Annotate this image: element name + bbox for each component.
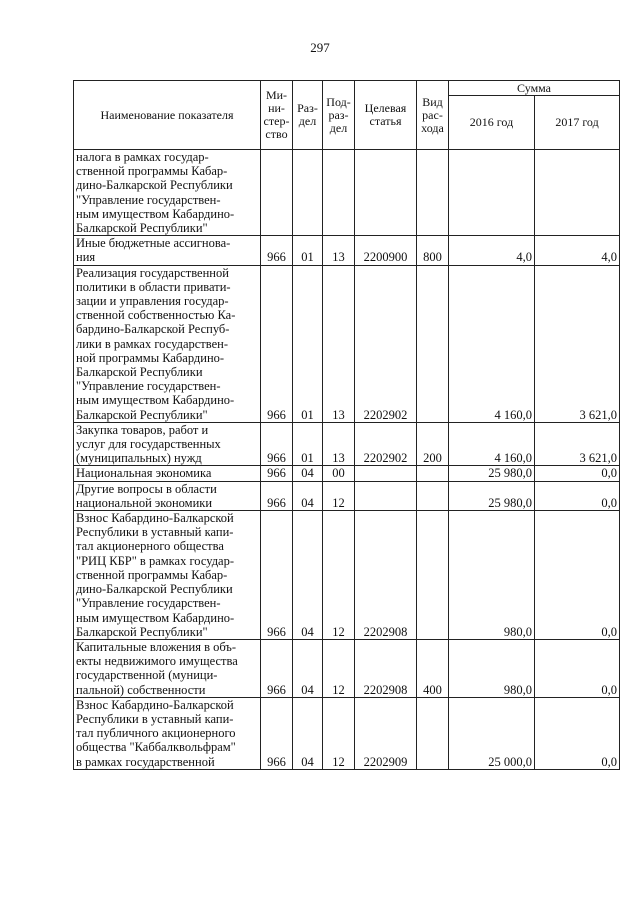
section-cell: 04	[293, 466, 323, 481]
indicator-name-cell	[74, 466, 261, 481]
sum-2017-cell: 0,0	[535, 511, 620, 640]
sum-2017-cell: 0,0	[535, 466, 620, 481]
sum-2016-cell: 25 980,0	[449, 466, 535, 481]
indicator-name-line: Капитальные вложения в объ-	[76, 639, 237, 654]
section-cell: 04	[293, 697, 323, 769]
indicator-name-line: Национальная экономика	[76, 466, 212, 481]
indicator-name-line: Взнос Кабардино-Балкарской	[76, 697, 234, 712]
table-body	[74, 150, 620, 770]
indicator-name-line: дино-Балкарской Республики	[76, 178, 233, 193]
header-subsection-line: Под-	[326, 94, 351, 109]
indicator-name-cell	[74, 236, 261, 265]
indicator-name-line: национальной экономики	[76, 495, 213, 510]
expense-cell: 200	[417, 422, 449, 466]
target-cell	[355, 481, 417, 510]
header-subsection	[323, 81, 355, 150]
indicator-name-line: пальной) собственности	[76, 682, 206, 697]
header-subsection-line: раз-	[328, 107, 349, 122]
expense-cell	[417, 511, 449, 640]
table-row	[74, 639, 620, 697]
header-name: Наименование показателя	[74, 81, 261, 150]
table-row	[74, 481, 620, 510]
indicator-name-line: Балкарской Республики	[76, 365, 203, 380]
indicator-name-line: Реализация государственной	[76, 265, 229, 280]
expense-cell	[417, 265, 449, 422]
sum-2016-cell: 4 160,0	[449, 265, 535, 422]
header-ministry	[261, 81, 293, 150]
target-cell: 2202908	[355, 639, 417, 697]
section-cell: 01	[293, 422, 323, 466]
indicator-name-line: ным имуществом Кабардино-	[76, 393, 235, 408]
sum-2017-cell: 0,0	[535, 697, 620, 769]
indicator-name-line: ственной собственностью Ка-	[76, 308, 236, 323]
expense-cell	[417, 697, 449, 769]
section-cell	[293, 150, 323, 236]
indicator-name-cell	[74, 150, 261, 236]
indicator-name-line: тал публичного акционерного	[76, 726, 236, 741]
indicator-name-line: Закупка товаров, работ и	[76, 422, 209, 437]
header-expense-line: хода	[421, 120, 444, 135]
target-cell: 2200900	[355, 236, 417, 265]
section-cell: 04	[293, 511, 323, 640]
section-cell: 04	[293, 639, 323, 697]
header-year-2017: 2017 год	[535, 96, 620, 150]
indicator-name-line: дино-Балкарской Республики	[76, 582, 233, 597]
indicator-name-line: ственной программы Кабар-	[76, 164, 228, 179]
table-row	[74, 511, 620, 640]
subsection-cell: 13	[323, 236, 355, 265]
subsection-cell: 12	[323, 481, 355, 510]
budget-table	[73, 80, 620, 770]
sum-2016-cell: 25 980,0	[449, 481, 535, 510]
table-row	[74, 265, 620, 422]
target-cell	[355, 150, 417, 236]
indicator-name-line: услуг для государственных	[76, 437, 221, 452]
ministry-cell: 966	[261, 422, 293, 466]
section-cell: 01	[293, 265, 323, 422]
header-section-line: Раз-	[297, 101, 318, 115]
indicator-name-line: екты недвижимого имущества	[76, 654, 238, 669]
subsection-cell: 13	[323, 265, 355, 422]
expense-cell	[417, 481, 449, 510]
target-cell	[355, 466, 417, 481]
subsection-cell	[323, 150, 355, 236]
subsection-cell: 13	[323, 422, 355, 466]
indicator-name-line: "Управление государствен-	[76, 192, 221, 207]
indicator-name-line: Балкарской Республики"	[76, 624, 208, 639]
ministry-cell: 966	[261, 265, 293, 422]
indicator-name-line: Балкарской Республики"	[76, 407, 208, 422]
sum-2016-cell: 4,0	[449, 236, 535, 265]
sum-2016-cell: 25 000,0	[449, 697, 535, 769]
header-section-line: дел	[298, 114, 317, 128]
expense-cell: 400	[417, 639, 449, 697]
indicator-name-line: лики в рамках государствен-	[76, 336, 228, 351]
sum-2017-cell: 0,0	[535, 481, 620, 510]
expense-cell	[417, 466, 449, 481]
indicator-name-line: ным имуществом Кабардино-	[76, 610, 235, 625]
indicator-name-line: государственной (муници-	[76, 668, 218, 683]
indicator-name-line: ственной программы Кабар-	[76, 567, 228, 582]
sum-2017-cell: 3 621,0	[535, 422, 620, 466]
expense-cell: 800	[417, 236, 449, 265]
table-row	[74, 697, 620, 769]
indicator-name-line: ным имуществом Кабардино-	[76, 206, 235, 221]
indicator-name-line: ния	[76, 250, 96, 265]
sum-2017-cell: 0,0	[535, 639, 620, 697]
indicator-name-line: Республики в уставный капи-	[76, 711, 234, 726]
indicator-name-line: общества "Каббалквольфрам"	[76, 740, 236, 755]
indicator-name-line: тал акционерного общества	[76, 539, 224, 554]
indicator-name-line: Другие вопросы в области	[76, 481, 217, 496]
header-expense-line: Вид	[422, 94, 443, 109]
ministry-cell: 966	[261, 236, 293, 265]
subsection-cell: 12	[323, 639, 355, 697]
indicator-name-cell	[74, 511, 261, 640]
sum-2016-cell: 4 160,0	[449, 422, 535, 466]
ministry-cell: 966	[261, 697, 293, 769]
header-target-line: статья	[369, 114, 402, 128]
sum-2017-cell	[535, 150, 620, 236]
indicator-name-line: бардино-Балкарской Респуб-	[76, 322, 230, 337]
sum-2017-cell: 3 621,0	[535, 265, 620, 422]
section-cell: 04	[293, 481, 323, 510]
indicator-name-line: Балкарской Республики"	[76, 221, 208, 236]
header-section	[293, 81, 323, 150]
ministry-cell: 966	[261, 639, 293, 697]
target-cell: 2202902	[355, 265, 417, 422]
indicator-name-line: политики в области привати-	[76, 279, 231, 294]
indicator-name-line: "Управление государствен-	[76, 379, 221, 394]
header-sum: Сумма	[449, 81, 620, 96]
expense-cell	[417, 150, 449, 236]
indicator-name-line: Республики в уставный капи-	[76, 525, 234, 540]
indicator-name-line: в рамках государственной	[76, 754, 215, 769]
table-row	[74, 150, 620, 236]
header-ministry-line: ни-	[268, 101, 285, 115]
header-subsection-line: дел	[329, 120, 348, 135]
target-cell: 2202908	[355, 511, 417, 640]
header-expense-line: рас-	[422, 107, 443, 122]
ministry-cell	[261, 150, 293, 236]
indicator-name-line: Иные бюджетные ассигнова-	[76, 236, 231, 251]
sum-2016-cell: 980,0	[449, 511, 535, 640]
ministry-cell: 966	[261, 511, 293, 640]
subsection-cell: 12	[323, 697, 355, 769]
indicator-name-cell	[74, 697, 261, 769]
indicator-name-cell	[74, 639, 261, 697]
header-ministry-line: Ми-	[265, 88, 288, 102]
indicator-name-line: "РИЦ КБР" в рамках государ-	[76, 553, 235, 568]
indicator-name-line: (муниципальных) нужд	[76, 451, 202, 466]
ministry-cell: 966	[261, 481, 293, 510]
table-row	[74, 422, 620, 466]
header-ministry-line: стер-	[263, 114, 290, 128]
indicator-name-cell	[74, 422, 261, 466]
subsection-cell: 00	[323, 466, 355, 481]
section-cell: 01	[293, 236, 323, 265]
sum-2016-cell: 980,0	[449, 639, 535, 697]
ministry-cell: 966	[261, 466, 293, 481]
sum-2017-cell: 4,0	[535, 236, 620, 265]
target-cell: 2202902	[355, 422, 417, 466]
subsection-cell: 12	[323, 511, 355, 640]
indicator-name-line: Взнос Кабардино-Балкарской	[76, 511, 234, 526]
header-expense	[417, 81, 449, 150]
indicator-name-cell	[74, 481, 261, 510]
sum-2016-cell	[449, 150, 535, 236]
header-target-line: Целевая	[364, 101, 407, 115]
indicator-name-cell	[74, 265, 261, 422]
indicator-name-line: зации и управления государ-	[76, 294, 229, 309]
target-cell: 2202909	[355, 697, 417, 769]
table-row	[74, 466, 620, 481]
table-row	[74, 236, 620, 265]
header-year-2016: 2016 год	[449, 96, 535, 150]
header-ministry-line: ство	[265, 127, 288, 141]
indicator-name-line: ной программы Кабардино-	[76, 350, 225, 365]
header-row	[74, 81, 620, 96]
page-number: 297	[310, 40, 330, 55]
indicator-name-line: налога в рамках государ-	[76, 150, 209, 164]
header-target	[355, 81, 417, 150]
indicator-name-line: "Управление государствен-	[76, 596, 221, 611]
